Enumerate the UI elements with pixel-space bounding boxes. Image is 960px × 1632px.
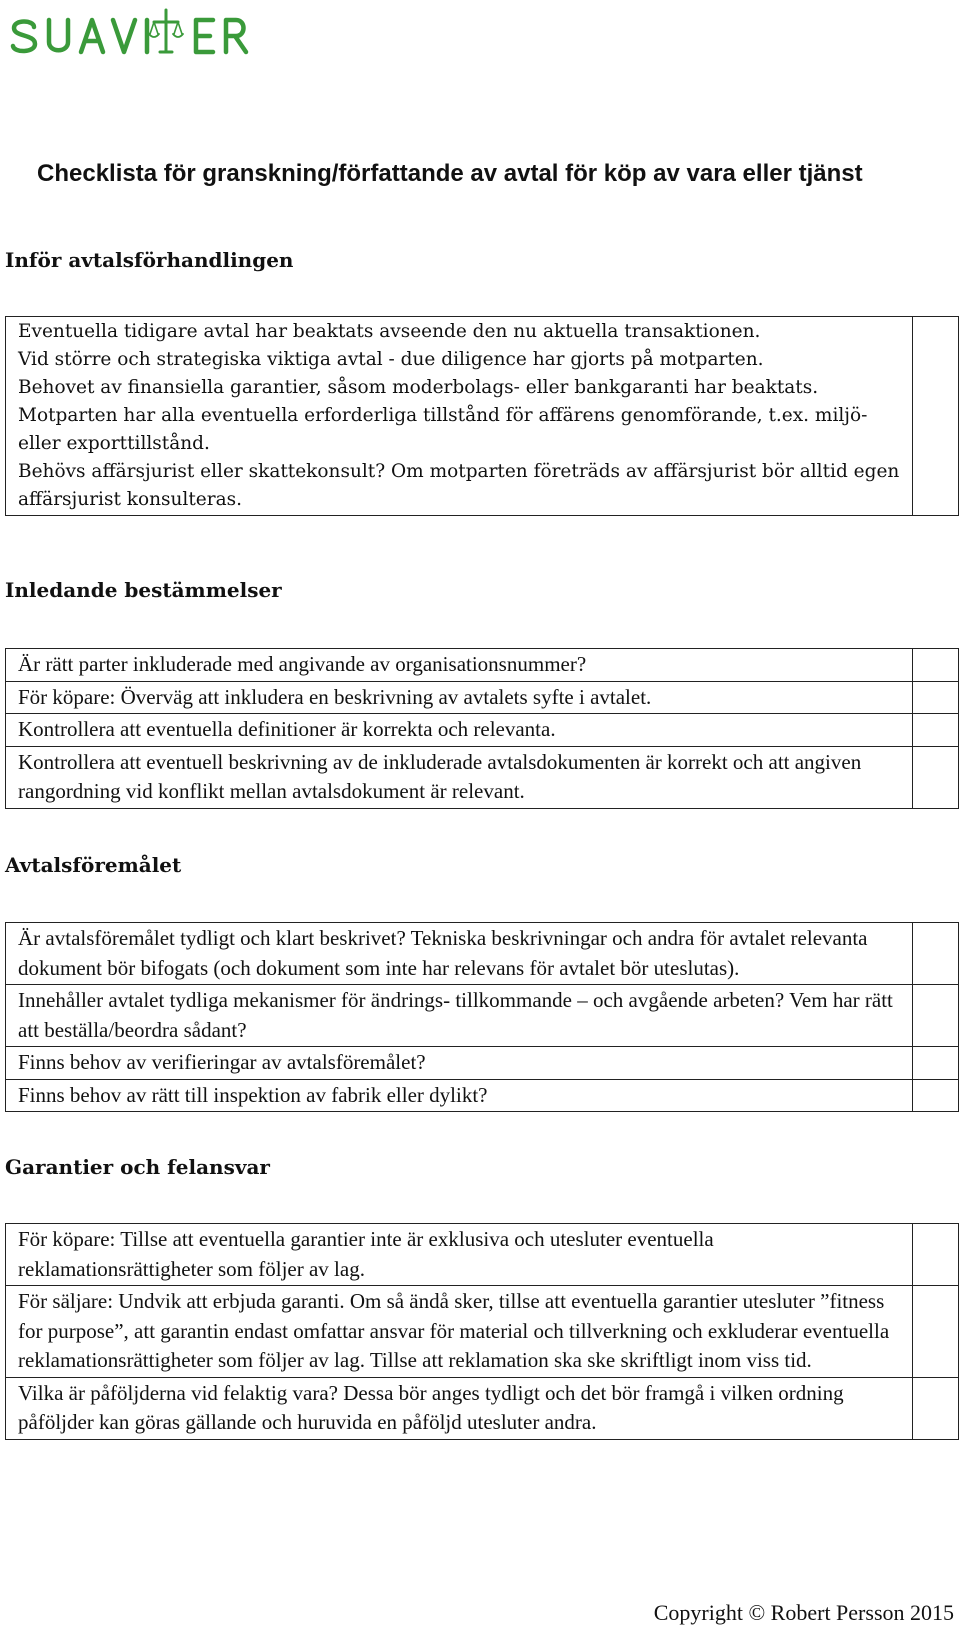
- checklist-row: [6, 985, 959, 1047]
- checklist-row: [6, 317, 959, 516]
- checklist-item-line: Motparten har alla eventuella erforderliga tillstånd för affärens genomförande, t.ex. miljö- eller exporttillstånd.: [18, 405, 868, 454]
- suaviter-logo-image: [8, 6, 258, 58]
- checklist-item-text: Finns behov av verifieringar av avtalsföremålet?: [6, 1047, 913, 1080]
- checklist-item-line: Behövs affärsjurist eller skattekonsult? Om motparten företräds av affärsjurist bör alltid egen affärsjurist konsulteras.: [18, 461, 900, 510]
- section-heading-garantier-och-felansvar: Garantier och felansvar: [5, 1155, 270, 1179]
- checklist-row: [6, 649, 959, 682]
- checklist-row: [6, 1286, 959, 1378]
- checklist-item-text: För köpare: Överväg att inkludera en beskrivning av avtalets syfte i avtalet.: [6, 681, 913, 714]
- checklist-item-line: Eventuella tidigare avtal har beaktats avseende den nu aktuella transaktionen.: [18, 321, 761, 342]
- checklist-row: [6, 1047, 959, 1080]
- checklist-row: [6, 1224, 959, 1286]
- checkbox-cell[interactable]: [913, 317, 959, 516]
- section-heading-inledande-bestammelser: Inledande bestämmelser: [5, 578, 282, 602]
- checklist-item-text: Är rätt parter inkluderade med angivande av organisationsnummer?: [6, 649, 913, 682]
- checklist-item-line: Vid större och strategiska viktiga avtal - due diligence har gjorts på motparten.: [18, 349, 764, 370]
- checklist-item-text: Vilka är påföljderna vid felaktig vara? Dessa bör anges tydligt och det bör framgå i vilken ordning påföljder kan göras gällande och huruvida en påföljd utesluter andra.: [6, 1377, 913, 1439]
- checkbox-cell[interactable]: [913, 1377, 959, 1439]
- checklist-row: [6, 1079, 959, 1112]
- checklist-row: [6, 1377, 959, 1439]
- checklist-row: [6, 681, 959, 714]
- checkbox-cell[interactable]: [913, 714, 959, 747]
- checklist-item-text: Kontrollera att eventuell beskrivning av de inkluderade avtalsdokumenten är korrekt och att angiven rangordning vid konflikt mellan avtalsdokument är relevant.: [6, 746, 913, 808]
- checkbox-cell[interactable]: [913, 1224, 959, 1286]
- section-heading-avtalsforemalet: Avtalsföremålet: [5, 853, 182, 877]
- document-title: Checklista för granskning/författande av avtal för köp av vara eller tjänst: [37, 160, 863, 187]
- checklist-table-infor-avtalsforhandlingen: [5, 316, 959, 516]
- checklist-item-text: För köpare: Tillse att eventuella garantier inte är exklusiva och utesluter eventuella reklamationsrättigheter som följer av lag.: [6, 1224, 913, 1286]
- checklist-table-avtalsforemalet: [5, 922, 959, 1112]
- checkbox-cell[interactable]: [913, 923, 959, 985]
- checklist-row: [6, 923, 959, 985]
- checkbox-cell[interactable]: [913, 1286, 959, 1378]
- checkbox-cell[interactable]: [913, 985, 959, 1047]
- checklist-row: [6, 714, 959, 747]
- checklist-item-text: Finns behov av rätt till inspektion av fabrik eller dylikt?: [6, 1079, 913, 1112]
- checklist-item-text: Är avtalsföremålet tydligt och klart beskrivet? Tekniska beskrivningar och andra för avtalet relevanta dokument bör bifogats (och dokument som inte har relevans för avtalet bör uteslutas).: [6, 923, 913, 985]
- checkbox-cell[interactable]: [913, 1047, 959, 1080]
- checklist-table-garantier-och-felansvar: [5, 1223, 959, 1440]
- checkbox-cell[interactable]: [913, 746, 959, 808]
- checklist-item-text: Kontrollera att eventuella definitioner är korrekta och relevanta.: [6, 714, 913, 747]
- checkbox-cell[interactable]: [913, 681, 959, 714]
- section-heading-infor-avtalsforhandlingen: Inför avtalsförhandlingen: [5, 248, 294, 272]
- checkbox-cell[interactable]: [913, 649, 959, 682]
- checklist-item-text: [6, 317, 913, 516]
- checklist-item-line: Behovet av finansiella garantier, såsom moderbolags- eller bankgaranti har beaktats.: [18, 377, 819, 398]
- checklist-item-text: För säljare: Undvik att erbjuda garanti. Om så ändå sker, tillse att eventuella garantier utesluter ”fitness for purpose”, att garantin endast omfattar ansvar för material och tillverkning och exkluderar eventuella reklamationsrättigheter som följer av lag. Tillse att reklamation ska ske skriftligt inom viss tid.: [6, 1286, 913, 1378]
- checklist-row: [6, 746, 959, 808]
- checklist-item-text: Innehåller avtalet tydliga mekanismer för ändrings- tillkommande – och avgående arbeten? Vem har rätt att beställa/beordra sådant?: [6, 985, 913, 1047]
- checklist-table-inledande-bestammelser: [5, 648, 959, 809]
- copyright-footer: Copyright © Robert Persson 2015: [653, 1600, 954, 1625]
- checkbox-cell[interactable]: [913, 1079, 959, 1112]
- suaviter-logo: [8, 6, 258, 58]
